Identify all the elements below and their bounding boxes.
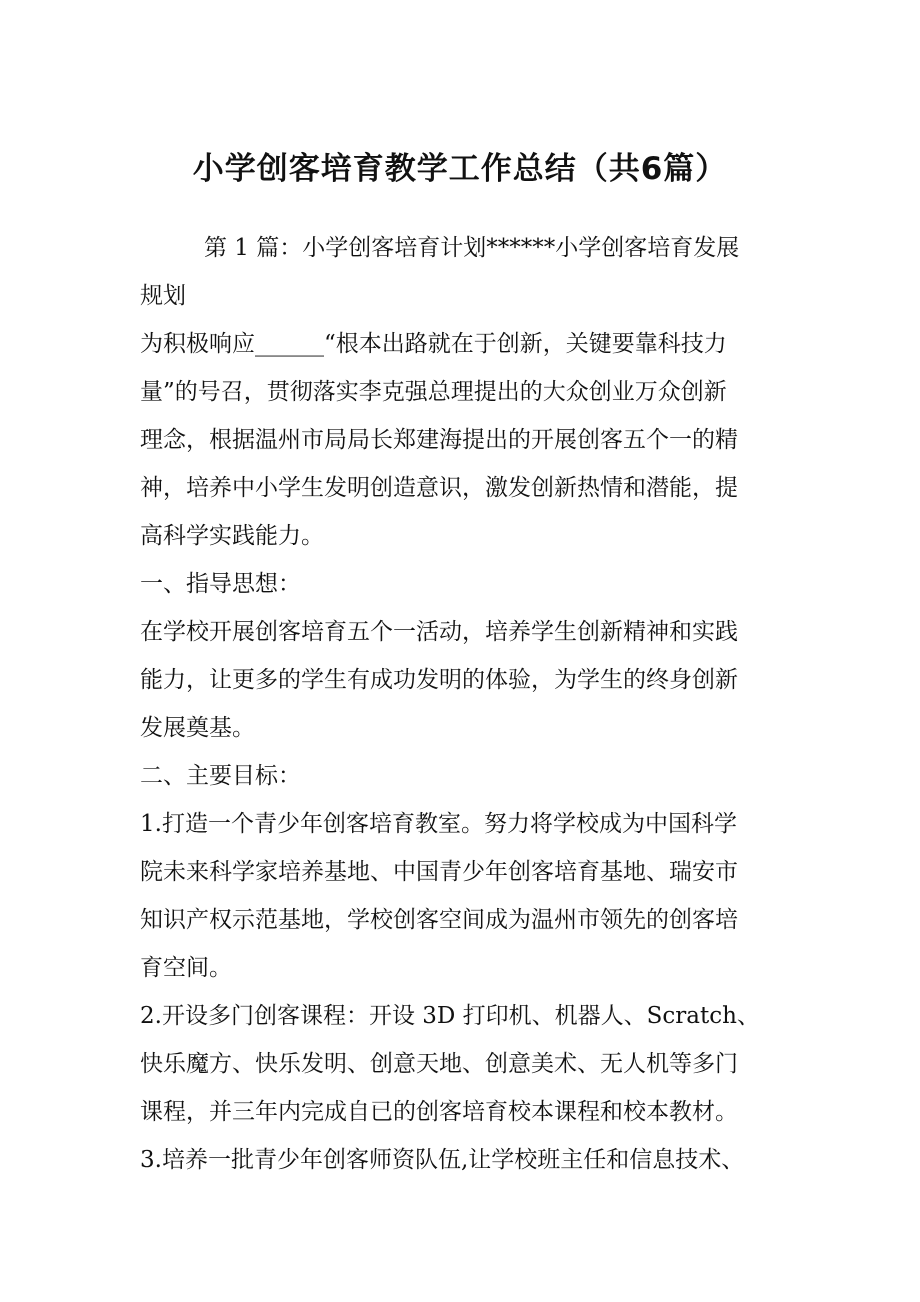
paragraph-line: 神，培养中小学生发明创造意识，激发创新热情和潜能，提 xyxy=(140,475,738,501)
paragraph-line: 院未来科学家培养基地、中国青少年创客培育基地、瑞安市 xyxy=(140,859,738,885)
paragraph-line: 育空间。 xyxy=(140,955,232,981)
paragraph-line: 能力，让更多的学生有成功发明的体验，为学生的终身创新 xyxy=(140,667,738,693)
paragraph-line: 量”的号召，贯彻落实李克强总理提出的大众创业万众创新 xyxy=(140,379,727,405)
paragraph-line: 知识产权示范基地，学校创客空间成为温州市领先的创客培 xyxy=(140,907,738,933)
document-title: 小学创客培育教学工作总结（共6篇） xyxy=(192,151,728,187)
paragraph-line: 课程，并三年内完成自已的创客培育校本课程和校本教材。 xyxy=(140,1099,738,1125)
section-heading: 二、主要目标： xyxy=(140,763,301,789)
paragraph-line: 1.打造一个青少年创客培育教室。努力将学校成为中国科学 xyxy=(140,811,737,837)
paragraph-line: 2.开设多门创客课程：开设 3D 打印机、机器人、Scratch、 xyxy=(140,1003,760,1029)
paragraph-line: 快乐魔方、快乐发明、创意天地、创意美术、无人机等多门 xyxy=(140,1051,738,1077)
paragraph-line: 在学校开展创客培育五个一活动，培养学生创新精神和实践 xyxy=(140,619,738,645)
paragraph-line: 高科学实践能力。 xyxy=(140,523,324,549)
section-heading: 一、指导思想： xyxy=(140,571,301,597)
paragraph-line: 3.培养一批青少年创客师资队伍,让学校班主任和信息技术、 xyxy=(140,1147,745,1173)
paragraph-line: 理念，根据温州市局局长郑建海提出的开展创客五个一的精 xyxy=(140,427,738,453)
paragraph-line: 规划 xyxy=(140,283,186,309)
paragraph-line: 第 1 篇：小学创客培育计划******小学创客培育发展 xyxy=(204,235,740,261)
document-body xyxy=(140,224,790,1184)
paragraph-line: 为积极响应______“根本出路就在于创新，关键要靠科技力 xyxy=(140,331,727,357)
paragraph-line: 发展奠基。 xyxy=(140,715,255,741)
